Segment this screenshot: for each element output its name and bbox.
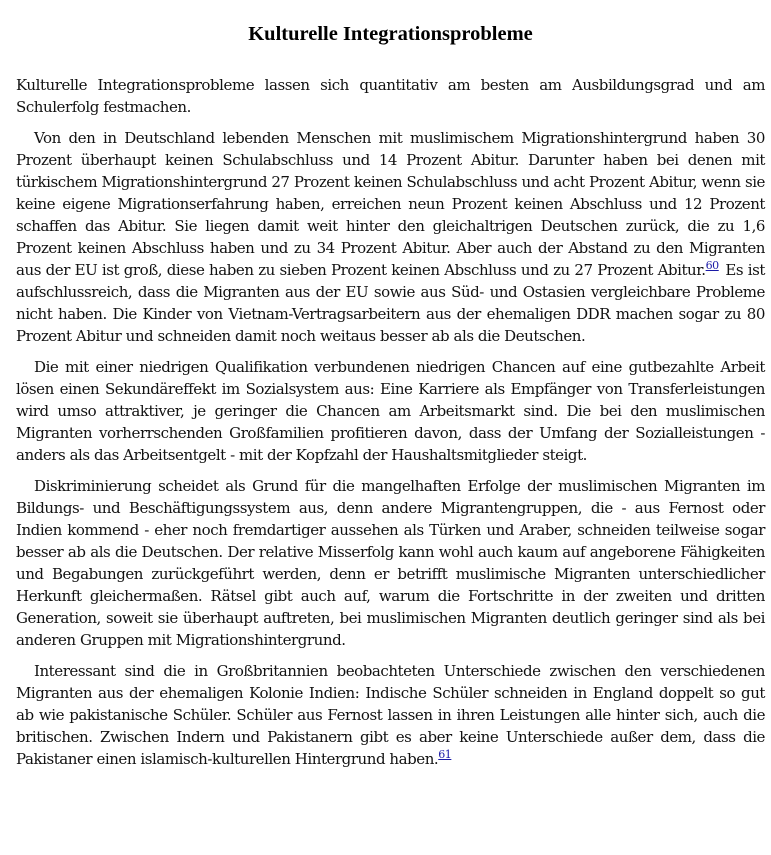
paragraph-text: Von den in Deutschland lebenden Menschen mit muslimischem Migrationshintergrund haben 30 Prozent überhaupt keinen Schulabschluss und 14 Prozent Abitur. Darunter haben bei denen mit türkischem Migrationshintergrund 27 Prozent keinen Schulabschluss und acht Prozent Abitur, wenn sie keine eigene Migrationserfahrung haben, erreichen neun Prozent keinen Abschluss und 12 Prozent schaffen das Abitur. Sie liegen damit weit hinter den gleichaltrigen Deutschen zurück, die zu 1,6 Prozent keinen Abschluss haben und zu 34 Prozent Abitur. Aber auch der Abstand zu den Migranten aus der EU ist groß, diese haben zu sieben Prozent keinen Abschluss und zu 27 Prozent Abitur. [16,129,765,279]
paragraph-1 [16,74,765,118]
paragraph-5 [16,660,765,770]
paragraph-text: Interessant sind die in Großbritannien beobachteten Unterschiede zwischen den verschiedenen Migranten aus der ehemaligen Kolonie Indien: Indische Schüler schneiden in England doppelt so gut ab wie pakistanische Schüler. Schüler aus Fernost lassen in ihren Leistungen alle hinter sich, auch die britischen. Zwischen Indern und Pakistanern gibt es aber keine Unterschiede außer dem, dass die Pakistaner einen islamisch-kulturellen Hintergrund haben. [16,662,765,768]
paragraph-2 [16,127,765,347]
document-page [16,0,765,779]
footnote-link-61[interactable]: 61 [438,748,452,761]
page-title: Kulturelle Integrationsprobleme [248,23,533,45]
paragraph-4 [16,475,765,651]
paragraph-text: Es ist aufschlussreich, dass die Migranten aus der EU sowie aus Süd- und Ostasien vergleichbare Probleme nicht haben. Die Kinder von Vietnam-Vertragsarbeitern aus der ehemaligen DDR machen sogar zu 80 Prozent Abitur und schneiden damit noch weitaus besser ab als die Deutschen. [16,261,765,345]
paragraph-3 [16,356,765,466]
paragraph-text: Kulturelle Integrationsprobleme lassen sich quantitativ am besten am Ausbildungsgrad und am Schulerfolg festmachen. [16,76,765,116]
paragraph-text: Diskriminierung scheidet als Grund für die mangelhaften Erfolge der muslimischen Migranten im Bildungs- und Beschäftigungssystem aus, denn andere Migrantengruppen, die - aus Fernost oder Indien kommend - eher noch fremdartiger aussehen als Türken und Araber, schneiden teilweise sogar besser ab als die Deutschen. Der relative Misserfolg kann wohl auch kaum auf angeborene Fähigkeiten und Begabungen zurückgeführt werden, denn er betrifft muslimische Migranten unterschiedlicher Herkunft gleichermaßen. Rätsel gibt auch auf, warum die Fortschritte in der zweiten und dritten Generation, soweit sie überhaupt auftreten, bei muslimischen Migranten deutlich geringer sind als bei anderen Gruppen mit Migrationshintergrund. [16,477,765,649]
article-body [16,74,765,770]
footnote-link-60[interactable]: 60 [705,259,719,272]
paragraph-text: Die mit einer niedrigen Qualifikation verbundenen niedrigen Chancen auf eine gutbezahlte Arbeit lösen einen Sekundäreffekt im Sozialsystem aus: Eine Karriere als Empfänger von Transferleistungen wird umso attraktiver, je geringer die Chancen am Arbeitsmarkt sind. Die bei den muslimischen Migranten vorherrschenden Großfamilien profitieren davon, dass der Umfang der Sozialleistungen - anders als das Arbeitsentgelt - mit der Kopfzahl der Haushaltsmitglieder steigt. [16,358,765,464]
